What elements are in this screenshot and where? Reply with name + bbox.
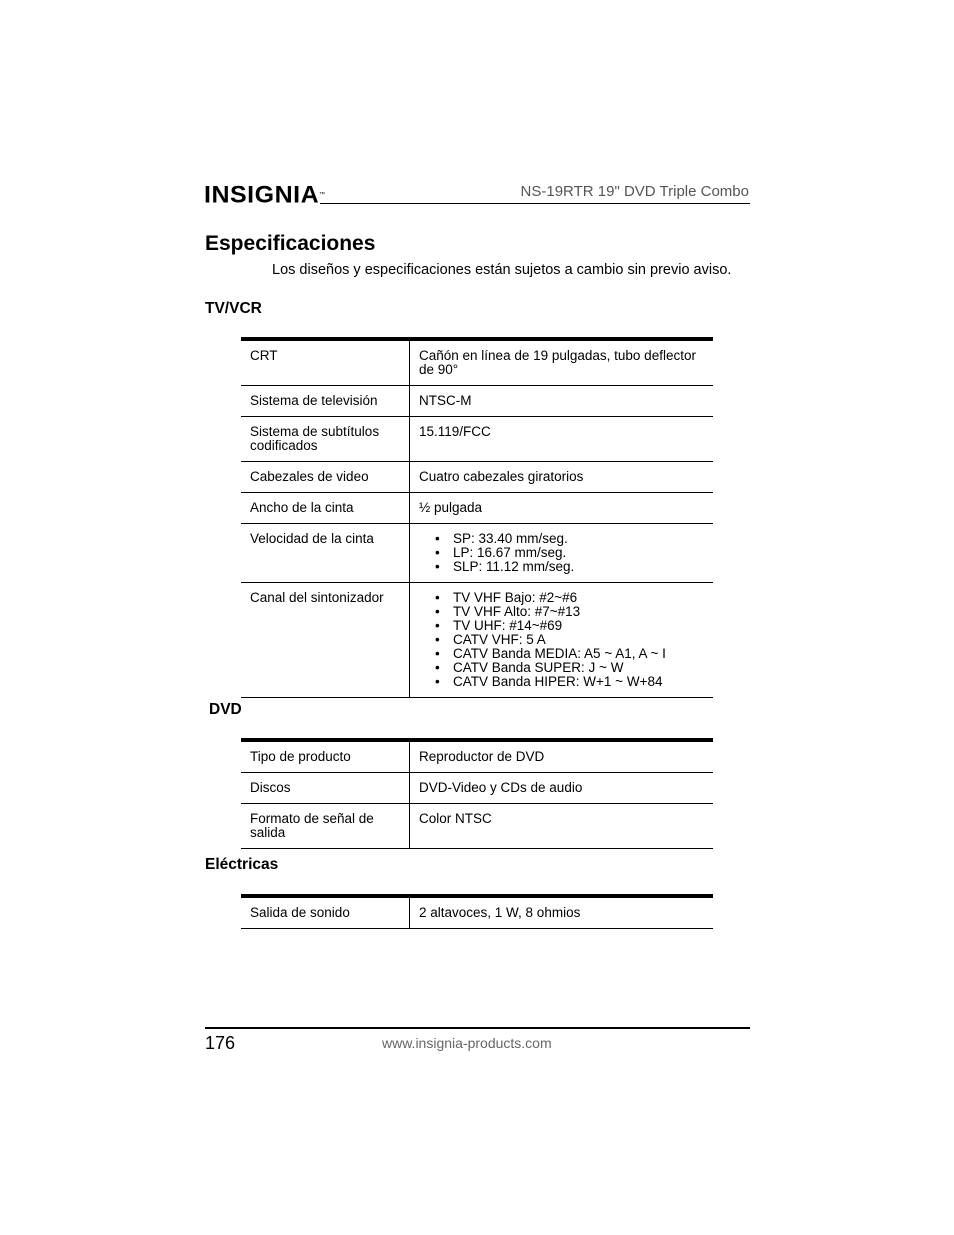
spec-value (410, 524, 714, 583)
spec-label: Canal del sintonizador (241, 583, 410, 698)
spec-label: Cabezales de video (241, 462, 410, 493)
spec-value-list (419, 532, 704, 574)
spec-table-tvvcr (241, 337, 713, 698)
spec-row (241, 896, 713, 929)
spec-list-item: • CATV Banda SUPER: J ~ W (443, 661, 704, 675)
spec-value: Cuatro cabezales giratorios (410, 462, 714, 493)
insignia-logo: INSIGNIA™ (204, 181, 326, 209)
spec-list-item: • TV VHF Alto: #7~#13 (443, 605, 704, 619)
spec-list-item: • SP: 33.40 mm/seg. (443, 532, 704, 546)
spec-label: Sistema de subtítulos codificados (241, 417, 410, 462)
spec-label: Ancho de la cinta (241, 493, 410, 524)
spec-value: NTSC-M (410, 386, 714, 417)
spec-row (241, 773, 713, 804)
spec-value: Color NTSC (410, 804, 714, 849)
spec-label: Formato de señal de salida (241, 804, 410, 849)
spec-value: 15.119/FCC (410, 417, 714, 462)
footer-url: www.insignia-products.com (382, 1035, 552, 1051)
spec-value: ½ pulgada (410, 493, 714, 524)
spec-label: CRT (241, 339, 410, 386)
footer-rule (205, 1027, 750, 1029)
spec-value (410, 583, 714, 698)
spec-value: Cañón en línea de 19 pulgadas, tubo deflector de 90° (410, 339, 714, 386)
spec-row (241, 339, 713, 386)
section-title-electricas: Eléctricas (205, 856, 279, 873)
spec-list-item: • CATV Banda HIPER: W+1 ~ W+84 (443, 675, 704, 689)
intro-text: Los diseños y especificaciones están sujetos a cambio sin previo aviso. (272, 262, 732, 278)
spec-list-item: • CATV VHF: 5 A (443, 633, 704, 647)
spec-value-list (419, 591, 704, 689)
spec-list-item: • TV VHF Bajo: #2~#6 (443, 591, 704, 605)
spec-list-item: • CATV Banda MEDIA: A5 ~ A1, A ~ I (443, 647, 704, 661)
page-title: Especificaciones (205, 232, 376, 255)
spec-row (241, 493, 713, 524)
spec-row (241, 804, 713, 849)
spec-label: Velocidad de la cinta (241, 524, 410, 583)
spec-row (241, 386, 713, 417)
spec-row (241, 462, 713, 493)
spec-list-item: • LP: 16.67 mm/seg. (443, 546, 704, 560)
spec-table-electricas (241, 894, 713, 929)
section-title-dvd: DVD (209, 701, 242, 718)
spec-row (241, 583, 713, 698)
spec-label: Sistema de televisión (241, 386, 410, 417)
spec-value: 2 altavoces, 1 W, 8 ohmios (410, 896, 714, 929)
spec-list-item: • SLP: 11.12 mm/seg. (443, 560, 704, 574)
spec-list-item: • TV UHF: #14~#69 (443, 619, 704, 633)
spec-label: Salida de sonido (241, 896, 410, 929)
page-number: 176 (205, 1033, 236, 1053)
spec-table-dvd (241, 738, 713, 849)
spec-label: Tipo de producto (241, 740, 410, 773)
header-rule (320, 203, 750, 204)
spec-row (241, 417, 713, 462)
spec-row (241, 740, 713, 773)
spec-value: DVD-Video y CDs de audio (410, 773, 714, 804)
section-title-tvvcr: TV/VCR (205, 300, 262, 317)
spec-label: Discos (241, 773, 410, 804)
header-model: NS-19RTR 19" DVD Triple Combo (520, 183, 749, 200)
spec-value: Reproductor de DVD (410, 740, 714, 773)
spec-row (241, 524, 713, 583)
